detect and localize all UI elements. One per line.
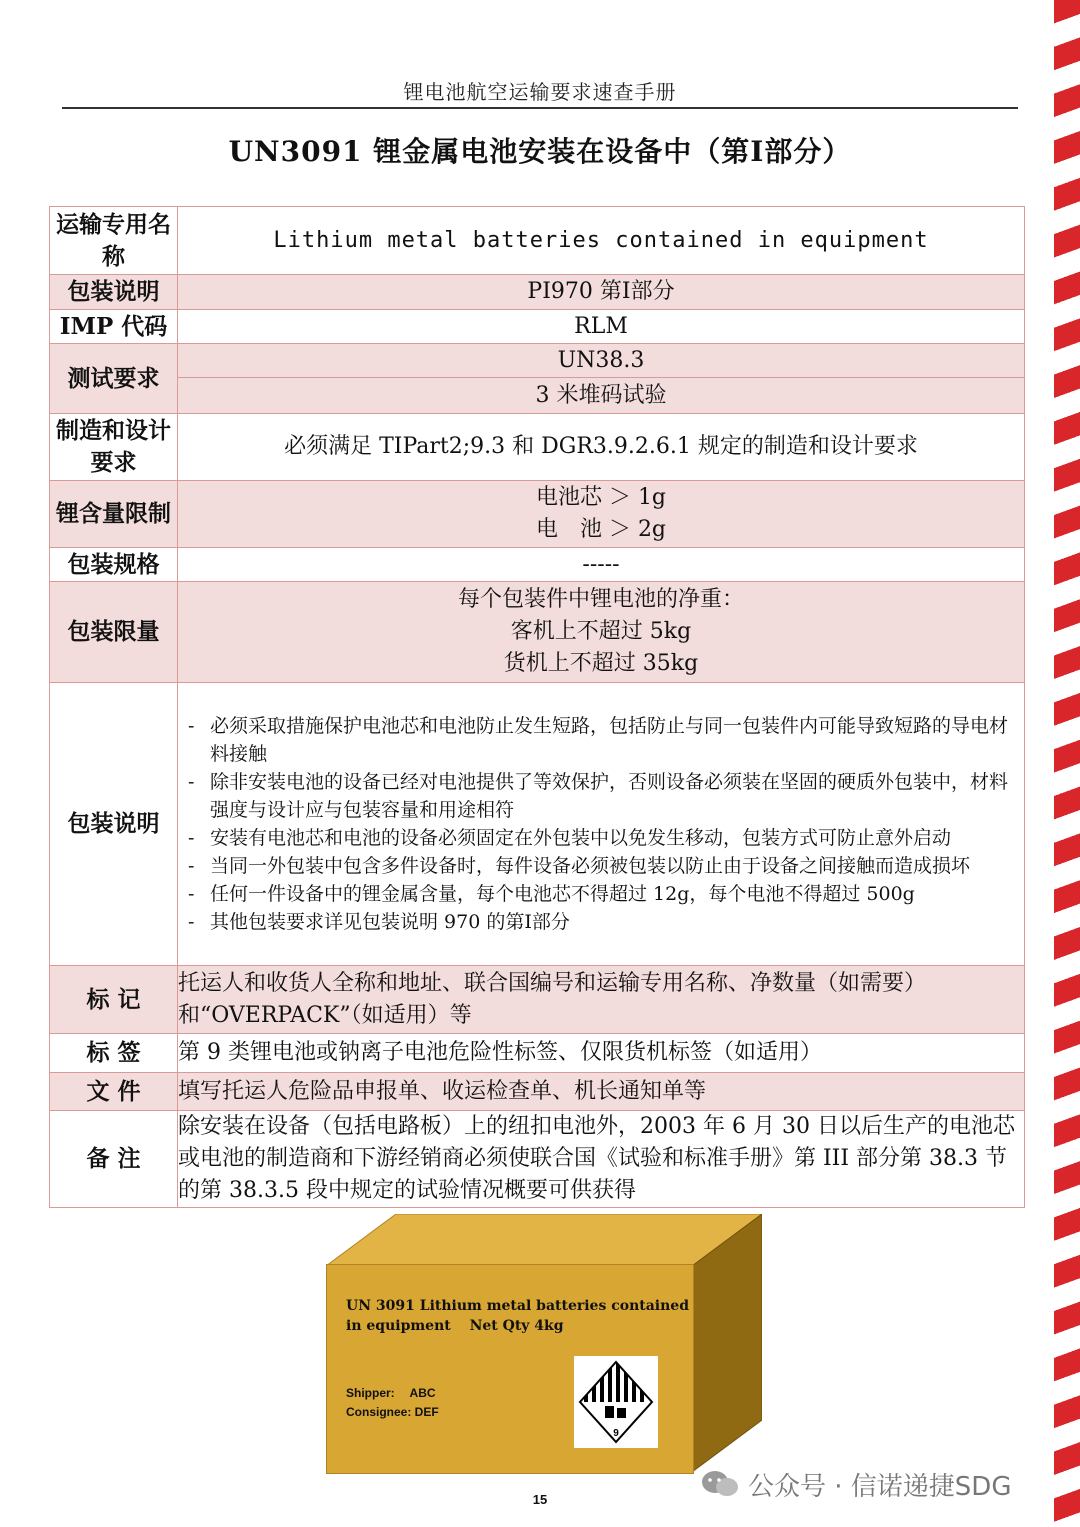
table-row [50, 1034, 1025, 1073]
table-row [50, 310, 1025, 344]
list-item: - 除非安装电池的设备已经对电池提供了等效保护，否则设备必须装在坚固的硬质外包装中，材料强度与设计应与包装容量和用途相符 [188, 768, 1016, 824]
table-row [50, 275, 1025, 310]
box-line-2: in equipment Net Qty 4kg [346, 1318, 564, 1334]
row-label-shipping-name: 运输专用名称 [50, 207, 178, 275]
row-label-label: 标 签 [50, 1034, 178, 1073]
imp-code-value: RLM [178, 310, 1025, 344]
table-row [50, 683, 1025, 966]
box-line-1: UN 3091 Lithium metal batteries contained [346, 1298, 689, 1314]
packing-instruction-value: PI970 第Ⅰ部分 [178, 275, 1025, 310]
box-shipper: Shipper: ABC [346, 1386, 436, 1400]
package-limit-cell [178, 582, 1025, 683]
documents-value: 填写托运人危险品申报单、收运检查单、机长通知单等 [178, 1073, 1025, 1111]
packing-notes-cell [178, 683, 1025, 966]
row-label-remarks: 备 注 [50, 1111, 178, 1208]
watermark-text: 公众号 · 信诺递捷SDG [748, 1471, 1012, 1502]
hazard-class-number: 9 [613, 1428, 619, 1439]
list-item: - 必须采取措施保护电池芯和电池防止发生短路，包括防止与同一包装件内可能导致短路的导电材料接触 [188, 712, 1016, 768]
table-row [50, 344, 1025, 378]
row-label-design: 制造和设计要求 [50, 414, 178, 481]
design-value: 必须满足 TIPart2;9.3 和 DGR3.9.2.6.1 规定的制造和设计要求 [178, 414, 1025, 481]
package-limit-line: 客机上不超过 5kg [510, 619, 692, 644]
page-number: 15 [532, 1492, 548, 1507]
running-header: 锂电池航空运输要求速查手册 [403, 80, 677, 104]
table-row [50, 207, 1025, 275]
table-row [50, 414, 1025, 481]
list-item: - 当同一外包装中包含多件设备时，每件设备必须被包装以防止由于设备之间接触而造成损坏 [188, 852, 1016, 880]
test-value-2: 3 米堆码试验 [178, 378, 1025, 414]
table-row [50, 548, 1025, 582]
table-row [50, 481, 1025, 548]
marking-value: 托运人和收货人全称和地址、联合国编号和运输专用名称、净数量（如需要）和“OVERPACK”（如适用）等 [178, 966, 1025, 1034]
label-value: 第 9 类锂电池或钠离子电池危险性标签、仅限货机标签（如适用） [178, 1034, 1025, 1073]
table-row [50, 582, 1025, 683]
box-consignee: Consignee: DEF [346, 1405, 439, 1419]
header-rule [62, 107, 1018, 109]
remarks-value: 除安装在设备（包括电路板）上的纽扣电池外，2003 年 6 月 30 日以后生产的电池芯或电池的制造商和下游经销商必须使联合国《试验和标准手册》第 III 部分第 38.3 节的第 38.3.5 段中规定的试验情况概要可供获得 [178, 1111, 1025, 1208]
row-label-lithium-content: 锂含量限制 [50, 481, 178, 548]
package-limit-line: 货机上不超过 35kg [503, 651, 699, 676]
table-row [50, 1073, 1025, 1111]
package-illustration [326, 1214, 762, 1472]
page-title: UN3091 锂金属电池安装在设备中（第Ⅰ部分） [228, 135, 852, 168]
list-item: - 任何一件设备中的锂金属含量，每个电池芯不得超过 12g，每个电池不得超过 500g [188, 880, 1016, 908]
table-row [50, 378, 1025, 414]
list-item: - 安装有电池芯和电池的设备必须固定在外包装中以免发生移动，包装方式可防止意外启动 [188, 824, 1016, 852]
row-label-packing-instruction: 包装说明 [50, 275, 178, 310]
class-9-hazard-label-icon [574, 1356, 658, 1448]
row-label-marking: 标 记 [50, 966, 178, 1034]
packing-notes-list [178, 708, 1024, 940]
list-item: - 其他包装要求详见包装说明 970 的第Ⅰ部分 [188, 908, 1016, 936]
table-row [50, 966, 1025, 1034]
row-label-imp-code: IMP 代码 [50, 310, 178, 344]
lithium-content-cell [178, 481, 1025, 548]
test-value-1: UN38.3 [178, 344, 1025, 378]
row-label-documents: 文 件 [50, 1073, 178, 1111]
row-label-packing-notes: 包装说明 [50, 683, 178, 966]
lithium-limit-cell: 电池芯 ＞ 1g [535, 485, 667, 510]
decorative-edge-stripe [1054, 0, 1080, 1527]
row-label-package-spec: 包装规格 [50, 548, 178, 582]
lithium-limit-battery: 电 池 ＞ 2g [535, 517, 667, 542]
shipping-name-value: Lithium metal batteries contained in equipment [178, 207, 1025, 275]
table-row [50, 1111, 1025, 1208]
row-label-test: 测试要求 [50, 344, 178, 414]
spec-table [49, 206, 1025, 1208]
package-limit-line: 每个包装件中锂电池的净重： [457, 587, 744, 612]
box-shipping-mark [346, 1296, 689, 1336]
box-parties [346, 1384, 439, 1422]
box-side-face [690, 1214, 762, 1472]
row-label-package-limit: 包装限量 [50, 582, 178, 683]
package-spec-value: ----- [178, 548, 1025, 582]
